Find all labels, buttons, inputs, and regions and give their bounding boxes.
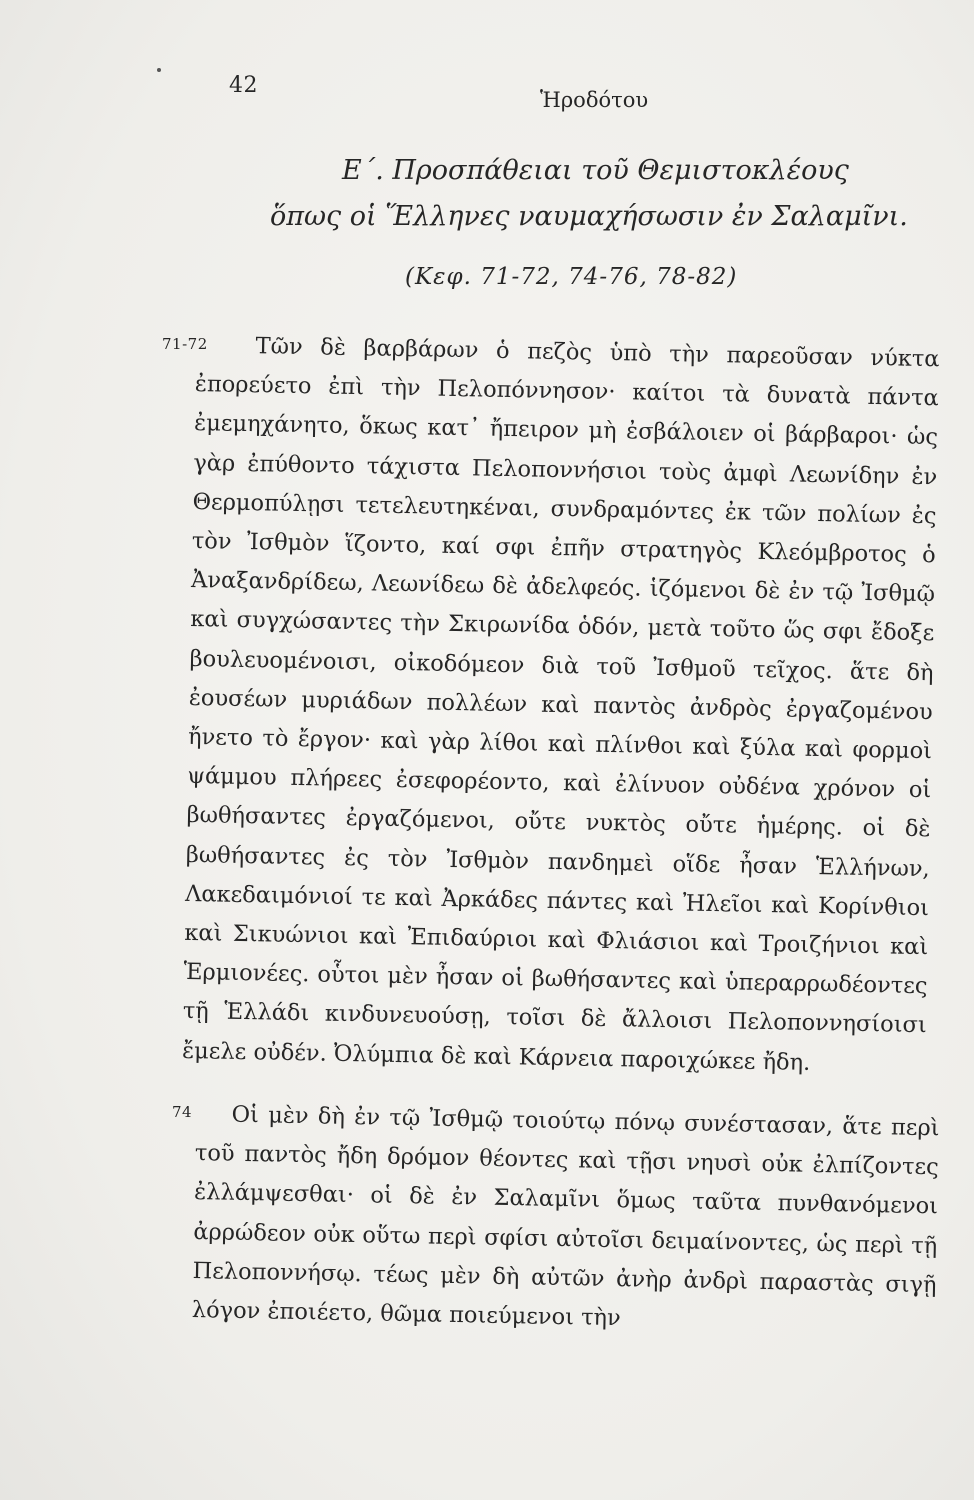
margin-reference: 71-72 bbox=[162, 335, 208, 353]
chapter-range: (Κεφ. 71-72, 74-76, 78-82) bbox=[405, 264, 738, 290]
section-heading bbox=[270, 148, 930, 240]
paragraph: Οἱ μὲν δὴ ἐν τῷ Ἰσθμῷ τοιούτῳ πόνῳ συνέστασαν, ἅτε περὶ τοῦ παντὸς ἤδη δρόμον θέοντες καὶ τῇσι νηυσὶ οὐκ ἐλπίζοντες ἐλλάμψεσθαι· οἱ δὲ ἐν Σαλαμῖνι ὅμως ταῦτα πυνθανόμενοι ἀρρώδεον οὐκ οὕτω περὶ σφίσι αὐτοῖσι δειμαίνοντες, ὡς περὶ τῇ Πελοποννήσῳ. τέως μὲν δὴ αὐτῶν ἀνὴρ ἀνδρὶ παραστὰς σιγῇ λόγον ἐποιέετο, θῶμα ποιεύμενοι τὴν bbox=[191, 1101, 940, 1332]
running-head: Ἡροδότου bbox=[540, 88, 649, 112]
section-heading-line1: Ε΄. Προσπάθειαι τοῦ Θεμιστοκλέους bbox=[342, 155, 849, 186]
paragraph: Τῶν δὲ βαρβάρων ὁ πεζὸς ὑπὸ τὴν παρεοῦσαν νύκτα ἐπορεύετο ἐπὶ τὴν Πελοπόννησον· καίτοι τὰ δυνατὰ πάντα ἐμεμηχάνητο, ὅκως κατ᾽ ἤπειρον μὴ ἐσβάλοιεν οἱ βάρβαροι· ὡς γὰρ ἐπύθοντο τάχιστα Πελοποννήσιοι τοὺς ἀμφὶ Λεωνίδην ἐν Θερμοπύλῃσι τετελευτηκέναι, συνδραμόντες ἐκ τῶν πολίων ἐς τὸν Ἰσθμὸν ἵζοντο, καί σφι ἐπῆν στρατηγὸς Κλεόμβροτος ὁ Ἀναξανδρίδεω, Λεωνίδεω δὲ ἀδελφεός. ἱζόμενοι δὲ ἐν τῷ Ἰσθμῷ καὶ συγχώσαντες τὴν Σκιρωνίδα ὁδόν, μετὰ τοῦτο ὥς σφι ἔδοξε βουλευομένοισι, οἰκοδόμεον διὰ τοῦ Ἰσθμοῦ τεῖχος. ἅτε δὴ ἐουσέων μυριάδων πολλέων καὶ παντὸς ἀνδρὸς ἐργαζομένου ἤνετο τὸ ἔργον· καὶ γὰρ λίθοι καὶ πλίνθοι καὶ ξύλα καὶ φορμοὶ ψάμμου πλήρεες ἐσεφορέοντο, καὶ ἐλίνυον οὐδένα χρόνον οἱ βωθήσαντες ἐργαζόμενοι, οὔτε νυκτὸς οὔτε ἡμέρης. οἱ δὲ βωθήσαντες ἐς τὸν Ἰσθμὸν πανδημεὶ οἵδε ἦσαν Ἑλλήνων, Λακεδαιμόνιοί τε καὶ Ἀρκάδες πάντες καὶ Ἠλεῖοι καὶ Κορίνθιοι καὶ Σικυώνιοι καὶ Ἐπιδαύριοι καὶ Φλιάσιοι καὶ Τροιζήνιοι καὶ Ἑρμιονέες. οὗτοι μὲν ἦσαν οἱ βωθήσαντες καὶ ὑπεραρρωδέοντες τῇ Ἑλλάδι κινδυνευούσῃ, τοῖσι δὲ ἄλλοισι Πελοποννησίοισι ἔμελε οὐδέν. Ὀλύμπια δὲ καὶ Κάρνεια παροιχώκεε ἤδη. bbox=[181, 333, 940, 1076]
speck bbox=[157, 68, 161, 72]
section-heading-line2: ὅπως οἱ Ἕλληνες ναυμαχήσωσιν ἐν Σαλαμῖνι. bbox=[270, 201, 908, 232]
margin-reference: 74 bbox=[172, 1103, 193, 1121]
page-number: 42 bbox=[229, 73, 258, 98]
